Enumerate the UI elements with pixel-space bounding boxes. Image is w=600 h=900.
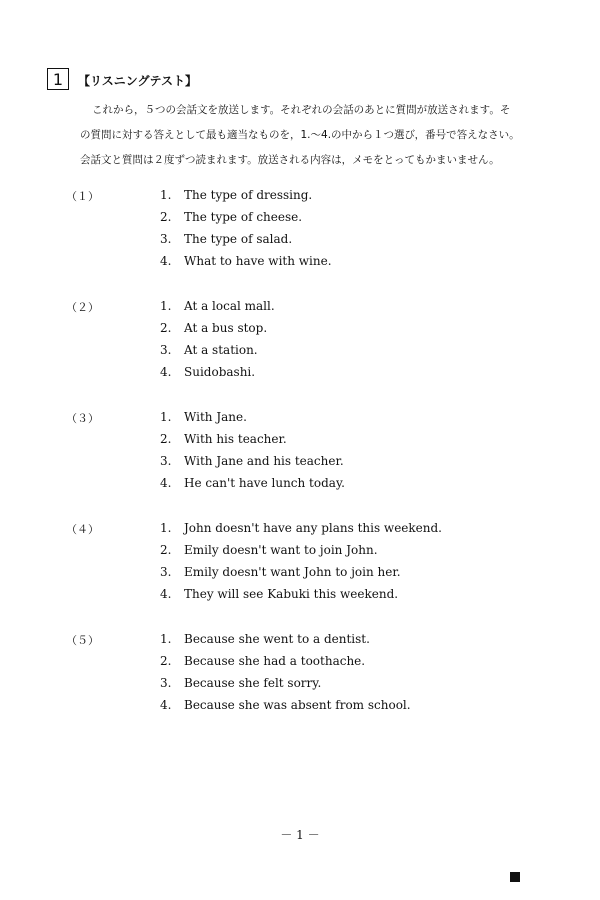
option-text: The type of cheese. [184,210,303,224]
answer-option [160,210,302,232]
section-number-box [47,68,69,90]
answer-option [160,365,255,387]
option-text: Because she went to a dentist. [184,632,370,646]
answer-option [160,698,411,720]
answer-option [160,232,292,254]
page-number: － 1 － [280,828,320,842]
option-text: Suidobashi. [184,365,256,379]
option-number: 3. [160,232,172,246]
question-number: （４） [66,523,99,536]
question-number: （２） [66,301,99,314]
option-number: 3. [160,676,172,690]
answer-option [160,299,275,321]
option-text: The type of salad. [184,232,293,246]
question-number: （３） [66,412,99,425]
question-number: （５） [66,634,99,647]
option-text: John doesn't have any plans this weekend. [184,521,442,535]
answer-option [160,676,321,698]
question-number: （１） [66,190,99,203]
option-number: 4. [160,254,172,268]
instructions [80,98,560,173]
answer-option [160,654,365,676]
option-text: They will see Kabuki this weekend. [184,587,399,601]
answer-option [160,521,442,543]
option-number: 3. [160,343,172,357]
option-text: At a local mall. [184,299,275,313]
option-text: Because she felt sorry. [184,676,322,690]
option-text: At a bus stop. [184,321,268,335]
option-number: 2. [160,432,172,446]
option-number: 1. [160,521,172,535]
option-number: 2. [160,654,172,668]
answer-option [160,454,344,476]
option-text: Emily doesn't want to join John. [184,543,378,557]
option-text: He can't have lunch today. [184,476,345,490]
instructions-line: これから，５つの会話文を放送します。それぞれの会話のあとに質問が放送されます。そ [92,104,511,116]
answer-option [160,254,332,276]
option-text: With Jane. [184,410,247,424]
answer-option [160,565,401,587]
option-text: The type of dressing. [184,188,313,202]
answer-option [160,543,378,565]
section-number: 1 [52,69,64,89]
answer-option [160,432,287,454]
option-text: At a station. [184,343,258,357]
option-number: 4. [160,698,172,712]
option-text: With Jane and his teacher. [184,454,344,468]
answer-option [160,632,370,654]
answer-option [160,410,247,432]
answer-option [160,343,258,365]
option-number: 4. [160,587,172,601]
option-number: 3. [160,565,172,579]
corner-registration-mark [510,872,520,882]
answer-option [160,587,398,609]
instructions-line: の質問に対する答えとして最も適当なものを，1.～4.の中から１つ選び，番号で答えなさい。 [80,129,520,141]
option-number: 1. [160,410,172,424]
option-text: Because she had a toothache. [184,654,366,668]
option-text: With his teacher. [184,432,287,446]
answer-option [160,188,312,210]
option-number: 3. [160,454,172,468]
section-title: 【リスニングテスト】 [78,74,198,88]
option-text: Because she was absent from school. [184,698,411,712]
option-number: 2. [160,543,172,557]
answer-option [160,321,267,343]
option-number: 4. [160,476,172,490]
option-number: 2. [160,210,172,224]
option-number: 4. [160,365,172,379]
option-text: Emily doesn't want John to join her. [184,565,401,579]
instructions-line: 会話文と質問は２度ずつ読まれます。放送される内容は，メモをとってもかまいません。 [80,154,500,166]
option-number: 1. [160,299,172,313]
answer-option [160,476,345,498]
option-number: 2. [160,321,172,335]
option-number: 1. [160,632,172,646]
option-number: 1. [160,188,172,202]
option-text: What to have with wine. [184,254,332,268]
